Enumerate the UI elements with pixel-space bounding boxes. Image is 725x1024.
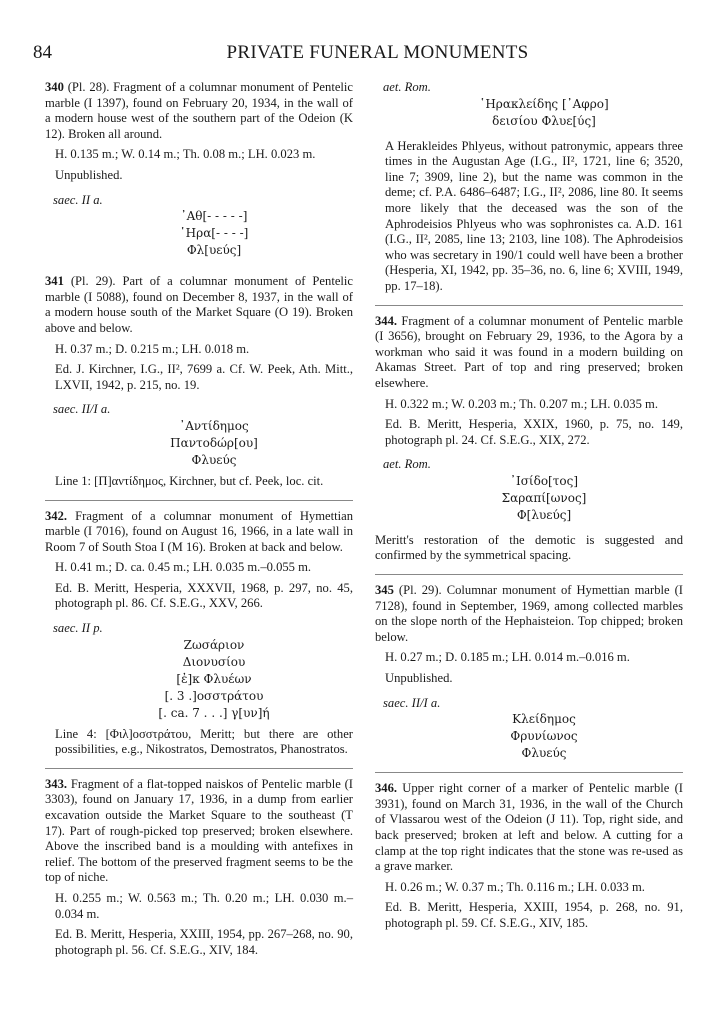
entry-edition: Ed. B. Meritt, Hesperia, XXXVII, 1968, p. 297, no. 45, photograph pl. 86. Cf. S.E.G., XXV, 266. <box>55 580 353 611</box>
inscription-line: ᾽Αθ[- - - - -] <box>180 209 248 224</box>
entry-edition: Ed. B. Meritt, Hesperia, XXIII, 1954, p. 268, no. 91, photograph pl. 59. Cf. S.E.G., XIV, 185. <box>385 900 683 930</box>
entry-number: 342. <box>45 508 68 523</box>
inscription-line: ῾Ηρακλείδης [᾽Αφρο] <box>479 96 609 111</box>
left-column <box>45 80 353 958</box>
entry-date: aet. Rom. <box>383 80 431 94</box>
entry-date: saec. II/I a. <box>53 402 111 417</box>
entry-date: saec. II/I a. <box>383 695 441 710</box>
entry-340 <box>45 80 353 259</box>
running-head: PRIVATE FUNERAL MONUMENTS <box>226 42 529 63</box>
entry-note: Line 1: [Π]αντίδημος, Kirchner, but cf. Peek, loc. cit. <box>55 473 324 488</box>
entry-description: Upper right corner of a marker of Pentelic marble (I 3931), found on March 31, 1936, in the wall of the Church of Vlassarou west of the Odeion (J 11). Top, right side, and back preserved; broken at left and below. A cutting for a clamp at the top right indicates that the stone was re-used as a grave marker. <box>375 781 683 874</box>
entry-341 <box>45 274 353 489</box>
inscription-line: Παντοδώρ[ου] <box>170 435 258 450</box>
entry-343-continued <box>375 80 683 295</box>
inscription-text <box>375 96 683 130</box>
entry-dimensions: H. 0.255 m.; W. 0.563 m.; Th. 0.20 m.; LH. 0.030 m.–0.034 m. <box>55 891 353 921</box>
entry-edition: Ed. B. Meritt, Hesperia, XXIII, 1954, pp. 267–268, no. 90, photograph pl. 56. Cf. S.E.G., XIV, 184. <box>55 927 353 957</box>
entry-dimensions: H. 0.135 m.; W. 0.14 m.; Th. 0.08 m.; LH. 0.023 m. <box>55 147 316 162</box>
inscription-text <box>375 473 683 524</box>
entry-description: (Pl. 29). Part of a columnar monument of Pentelic marble (I 5088), found on December 8, 1937, in the wall of a modern house south of the Market Square (O 19). Broken above and below. <box>45 274 353 335</box>
entry-description: Fragment of a columnar monument of Pentelic marble (I 3656), brought on February 29, 1936, to the Agora by a workman who said it was found in a modern building on Akamas Street. Part of top and ring preserved; broken elsewhere. <box>375 313 683 390</box>
inscription-line: Φλυεύς <box>521 746 567 761</box>
inscription-text <box>45 418 353 469</box>
entry-number: 346. <box>375 781 398 796</box>
inscription-line: Φ[λυεύς] <box>516 507 572 522</box>
entry-dimensions: H. 0.27 m.; D. 0.185 m.; LH. 0.014 m.–0.016 m. <box>385 650 630 665</box>
entry-342 <box>45 509 353 758</box>
entry-343 <box>45 777 353 959</box>
inscription-line: Φλυεύς <box>191 452 237 467</box>
inscription-line: [. ca. 7 . . .] γ[υν]ή <box>158 705 270 720</box>
entry-description: (Pl. 28). Fragment of a columnar monument of Pentelic marble (I 1397), found on February 20, 1934, in the wall of a modern house west of the southern part of the Odeion (K 12). Broken all around. <box>45 80 353 141</box>
inscription-line: ῾Ηρα[- - - -] <box>179 226 249 241</box>
divider <box>45 500 353 501</box>
entry-date: saec. II p. <box>53 621 103 636</box>
entry-number: 343. <box>45 776 68 791</box>
inscription-line: ᾽Αντίδημος <box>179 418 249 433</box>
inscription-line: Φλ[υεύς] <box>186 243 242 258</box>
divider <box>45 768 353 769</box>
inscription-line: ᾽Ισίδο[τος] <box>509 473 579 488</box>
entry-description: Fragment of a flat-topped naiskos of Pentelic marble (I 3303), found on January 17, 1936, in a dump from earlier excavation outside the Market Square to the southeast (T 17). Part of rough-picked top preserved; broken elsewhere. Above the inscribed band is a moulding with antefixes in relief. The bottom of the preserved fragment seems to be the top of niche. <box>45 776 353 885</box>
entry-dimensions: H. 0.41 m.; D. ca. 0.45 m.; LH. 0.035 m.–0.055 m. <box>55 560 312 575</box>
entry-note: Line 4: [Φιλ]οσστράτου, Meritt; but there are other possibilities, e.g., Nikostratos, Demostratos, Phanostratos. <box>55 726 353 757</box>
entry-number: 340 <box>45 80 64 94</box>
inscription-line: [ἐ]κ Φλυέων <box>176 671 252 686</box>
entry-dimensions: H. 0.322 m.; W. 0.203 m.; Th. 0.207 m.; LH. 0.035 m. <box>385 396 658 411</box>
page-number: 84 <box>33 42 52 63</box>
entry-description: Fragment of a columnar monument of Hymettian marble (I 7016), found on August 16, 1966, in a late wall in Room 7 of South Stoa I (M 16). Broken at back and below. <box>45 508 353 554</box>
entry-edition: Ed. B. Meritt, Hesperia, XXIX, 1960, p. 75, no. 149, photograph pl. 24. Cf. S.E.G., XIX, 272. <box>385 417 683 447</box>
divider <box>375 772 683 773</box>
inscription-text <box>375 711 683 762</box>
entry-date: saec. II a. <box>53 192 103 207</box>
entry-note: Meritt's restoration of the demotic is suggested and confirmed by the symmetrical spacing. <box>375 532 683 563</box>
divider <box>375 305 683 306</box>
entry-345 <box>375 583 683 762</box>
entry-344 <box>375 314 683 565</box>
inscription-line: Κλείδημος <box>512 712 576 727</box>
entry-note: A Herakleides Phlyeus, without patronymic, appears three times in the Augustan Age (I.G., II², 1721, line 6; 3520, line 7; 3909, line 2), but the name was common in the deme; cf. P.A. 6486–6487; I.G., II², 2086, line 80. It seems more likely that the deceased was the son of the Aphrodeisios Phlyeus who was sophronistes ca. A.D. 161 (I.G., II², 2085, line 13; 2103, line 108). The Aphrodeisios who was secretary in 190/1 could well have been a brother (Hesperia, XI, 1942, pp. 35–36, no. 6, line 6; XVIII, 1949, pp. 17–18). <box>385 138 683 293</box>
inscription-line: Ζωσάριον <box>183 637 245 652</box>
inscription-line: [. 3 .]οσστράτου <box>164 688 264 703</box>
inscription-line: Σαραπί[ωνος] <box>501 490 587 505</box>
entry-status: Unpublished. <box>385 671 453 686</box>
inscription-text <box>45 637 353 722</box>
entry-346 <box>375 781 683 931</box>
inscription-text <box>45 208 353 259</box>
right-column <box>375 80 683 932</box>
entry-dimensions: H. 0.37 m.; D. 0.215 m.; LH. 0.018 m. <box>55 341 250 356</box>
entry-status: Unpublished. <box>55 167 123 182</box>
entry-number: 344. <box>375 313 398 328</box>
inscription-line: δεισίου Φλυε[ύς] <box>492 113 596 128</box>
entry-description: (Pl. 29). Columnar monument of Hymettian marble (I 7128), found in September, 1969, among collected marbles on the slope north of the Hephaisteion. Top chipped; broken below. <box>375 583 683 644</box>
entry-number: 341 <box>45 274 64 289</box>
inscription-line: Φρυνίωνος <box>510 729 578 744</box>
entry-dimensions: H. 0.26 m.; W. 0.37 m.; Th. 0.116 m.; LH. 0.033 m. <box>385 879 645 894</box>
divider <box>375 574 683 575</box>
entry-edition: Ed. J. Kirchner, I.G., II², 7699 a. Cf. W. Peek, Ath. Mitt., LXVII, 1942, p. 215, no. 19. <box>55 362 353 392</box>
entry-number: 345 <box>375 583 394 598</box>
entry-date: aet. Rom. <box>383 457 431 472</box>
inscription-line: Διονυσίου <box>182 654 246 669</box>
